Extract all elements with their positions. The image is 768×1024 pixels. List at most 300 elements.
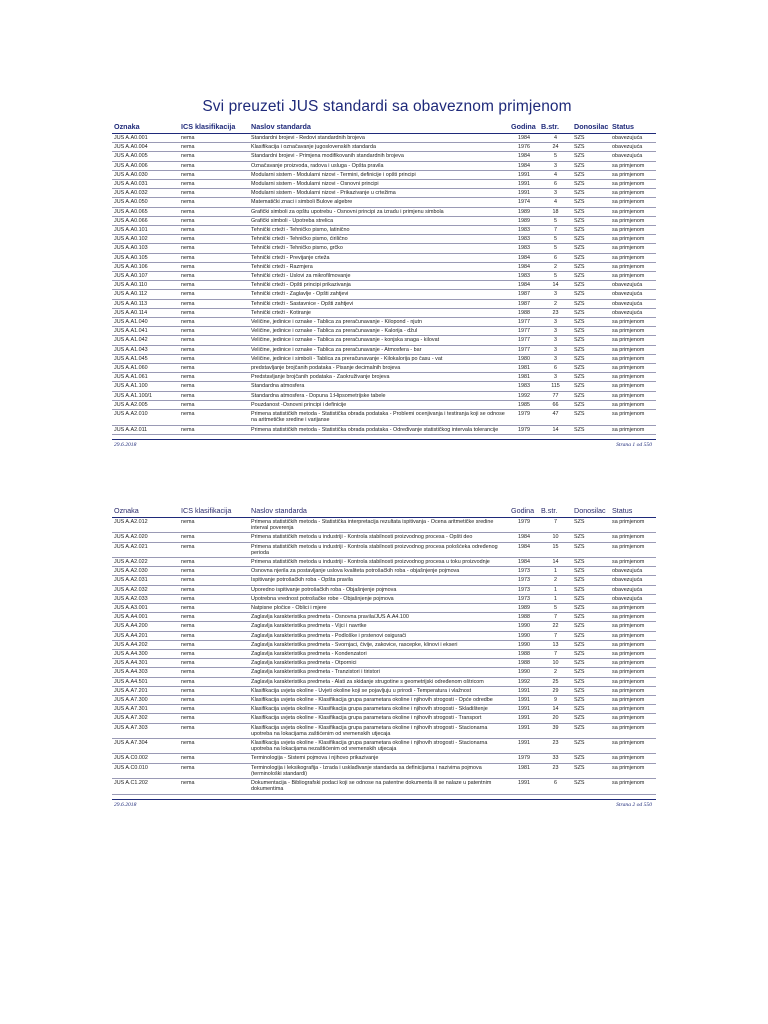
cell-code: JUS A.A4.201 — [112, 631, 179, 640]
cell-code: JUS A.A0.107 — [112, 272, 179, 281]
cell-issuer: SZS — [572, 143, 610, 152]
cell-ics: nema — [179, 198, 249, 207]
cell-year: 1989 — [509, 604, 539, 613]
table-header-row — [112, 506, 656, 518]
cell-pages: 7 — [539, 518, 572, 533]
cell-title: Veličine, jedinice i simboli - Tablica za preračunavanje - Kilokalorija po času - vat — [249, 354, 509, 363]
cell-status: sa primjenom — [610, 622, 656, 631]
cell-title: Standardna atmosfera — [249, 382, 509, 391]
cell-year: 1984 — [509, 281, 539, 290]
cell-code: JUS A.A0.001 — [112, 134, 179, 143]
cell-year: 1977 — [509, 327, 539, 336]
column-header-ics: ICS klasifikacija — [179, 122, 249, 134]
cell-ics: nema — [179, 558, 249, 567]
table-row — [112, 659, 656, 668]
cell-status: sa primjenom — [610, 198, 656, 207]
cell-pages: 3 — [539, 318, 572, 327]
cell-pages: 5 — [539, 235, 572, 244]
cell-title: Terminologija - Sistemi pojmova i njihovo prikazivanje — [249, 754, 509, 763]
column-header-code: Oznaka — [112, 122, 179, 134]
cell-issuer: SZS — [572, 604, 610, 613]
cell-year: 1977 — [509, 318, 539, 327]
cell-title: Osnovna njerila za postavljanje uslova kvaliteta potrošačkih roba - objašnjenje pojmova — [249, 567, 509, 576]
cell-code: JUS A.A0.006 — [112, 161, 179, 170]
cell-ics: nema — [179, 567, 249, 576]
cell-title: Veličine, jedinice i oznake - Tablica za preračunavanje - Kalorija - džul — [249, 327, 509, 336]
cell-code: JUS A.A1.100/1 — [112, 391, 179, 400]
cell-issuer: SZS — [572, 400, 610, 409]
cell-status: sa primjenom — [610, 364, 656, 373]
cell-year: 1989 — [509, 216, 539, 225]
cell-title: predstavljanje brojčanih podataka - Pisanje decimalnih brojeva — [249, 364, 509, 373]
table-row — [112, 244, 656, 253]
table-row — [112, 425, 656, 434]
table-row — [112, 585, 656, 594]
column-header-pages: B.str. — [539, 506, 572, 518]
cell-status: sa primjenom — [610, 336, 656, 345]
cell-title: Zaglavlja karakteristika predmeta - Tranzistori i tiristori — [249, 668, 509, 677]
cell-year: 1987 — [509, 290, 539, 299]
cell-title: Zaglavlja karakteristika predmeta - Podloške i prstenovi osigurači — [249, 631, 509, 640]
cell-code: JUS A.A2.005 — [112, 400, 179, 409]
cell-status: sa primjenom — [610, 696, 656, 705]
cell-issuer: SZS — [572, 668, 610, 677]
cell-ics: nema — [179, 364, 249, 373]
cell-pages: 23 — [539, 739, 572, 754]
cell-pages: 115 — [539, 382, 572, 391]
cell-pages: 5 — [539, 244, 572, 253]
cell-ics: nema — [179, 763, 249, 778]
cell-year: 1979 — [509, 410, 539, 425]
table-row — [112, 216, 656, 225]
cell-issuer: SZS — [572, 262, 610, 271]
cell-year: 1992 — [509, 391, 539, 400]
cell-ics: nema — [179, 631, 249, 640]
cell-status: sa primjenom — [610, 754, 656, 763]
cell-year: 1983 — [509, 235, 539, 244]
cell-year: 1984 — [509, 262, 539, 271]
cell-title: Matematički znaci i simboli Bulove algebre — [249, 198, 509, 207]
cell-year: 1991 — [509, 170, 539, 179]
cell-title: Klasifikacija uvjeta okoline - Uvjeti okoline koji se pojavljuju u prirodi - Temperatura i vlažnost — [249, 686, 509, 695]
cell-ics: nema — [179, 281, 249, 290]
cell-title: Natpisne pločice - Oblici i mjere — [249, 604, 509, 613]
cell-code: JUS A.A4.300 — [112, 650, 179, 659]
cell-title: Primena statističkih metoda u industriji - Kontrola stabilnosti proizvodnog procesa u toku proizvodnje — [249, 558, 509, 567]
cell-code: JUS A.A0.005 — [112, 152, 179, 161]
cell-ics: nema — [179, 779, 249, 794]
table-row — [112, 533, 656, 542]
cell-ics: nema — [179, 400, 249, 409]
cell-ics: nema — [179, 327, 249, 336]
cell-code: JUS A.A0.110 — [112, 281, 179, 290]
cell-status: sa primjenom — [610, 345, 656, 354]
cell-title: Ispitivanje potrošačkih roba - Opšta pravila — [249, 576, 509, 585]
cell-pages: 3 — [539, 189, 572, 198]
cell-code: JUS A.C0.010 — [112, 763, 179, 778]
cell-ics: nema — [179, 336, 249, 345]
cell-issuer: SZS — [572, 253, 610, 262]
table-row — [112, 542, 656, 557]
cell-status: sa primjenom — [610, 373, 656, 382]
cell-pages: 20 — [539, 714, 572, 723]
cell-year: 1979 — [509, 518, 539, 533]
cell-code: JUS A.A4.303 — [112, 668, 179, 677]
cell-issuer: SZS — [572, 364, 610, 373]
cell-pages: 2 — [539, 668, 572, 677]
cell-ics: nema — [179, 226, 249, 235]
cell-issuer: SZS — [572, 327, 610, 336]
table-row — [112, 686, 656, 695]
table-row — [112, 253, 656, 262]
table-row — [112, 299, 656, 308]
cell-status: sa primjenom — [610, 779, 656, 794]
cell-issuer: SZS — [572, 425, 610, 434]
column-header-status: Status — [610, 122, 656, 134]
cell-ics: nema — [179, 290, 249, 299]
cell-status: sa primjenom — [610, 659, 656, 668]
cell-title: Modularni sistem - Modularni nizovi - Prikazivanje u crtežima — [249, 189, 509, 198]
cell-title: Modularni sistem - Modularni nizovi - Termini, definicije i opšti principi — [249, 170, 509, 179]
cell-year: 1990 — [509, 622, 539, 631]
column-header-issuer: Donosilac — [572, 506, 610, 518]
cell-year: 1989 — [509, 207, 539, 216]
table-row — [112, 318, 656, 327]
cell-issuer: SZS — [572, 391, 610, 400]
cell-status: sa primjenom — [610, 518, 656, 533]
footer-date: 29.6.2018 — [114, 801, 137, 808]
table-row — [112, 696, 656, 705]
cell-ics: nema — [179, 705, 249, 714]
cell-issuer: SZS — [572, 382, 610, 391]
cell-year: 1984 — [509, 152, 539, 161]
cell-status: sa primjenom — [610, 226, 656, 235]
cell-pages: 2 — [539, 299, 572, 308]
cell-title: Klasifikacija uvjeta okoline - Klasifikacija grupa parametara okoline i njihovih strogosti - Skladištenje — [249, 705, 509, 714]
cell-year: 1991 — [509, 739, 539, 754]
cell-status: obavezujuća — [610, 152, 656, 161]
cell-year: 1983 — [509, 244, 539, 253]
cell-status: sa primjenom — [610, 391, 656, 400]
table-row — [112, 400, 656, 409]
table-row — [112, 336, 656, 345]
cell-status: sa primjenom — [610, 425, 656, 434]
cell-ics: nema — [179, 345, 249, 354]
cell-code: JUS A.A0.105 — [112, 253, 179, 262]
cell-status: sa primjenom — [610, 216, 656, 225]
cell-year: 1990 — [509, 631, 539, 640]
cell-pages: 3 — [539, 161, 572, 170]
cell-title: Klasifikacija uvjeta okoline - Klasifikacija grupa parametara okoline i njihovih strogosti - Opće odredbe — [249, 696, 509, 705]
cell-issuer: SZS — [572, 640, 610, 649]
cell-ics: nema — [179, 373, 249, 382]
cell-year: 1983 — [509, 382, 539, 391]
cell-code: JUS A.A4.001 — [112, 613, 179, 622]
cell-pages: 4 — [539, 198, 572, 207]
cell-ics: nema — [179, 714, 249, 723]
cell-issuer: SZS — [572, 677, 610, 686]
cell-issuer: SZS — [572, 542, 610, 557]
cell-ics: nema — [179, 382, 249, 391]
cell-code: JUS A.A7.300 — [112, 696, 179, 705]
cell-ics: nema — [179, 640, 249, 649]
cell-issuer: SZS — [572, 198, 610, 207]
cell-ics: nema — [179, 542, 249, 557]
cell-pages: 3 — [539, 336, 572, 345]
cell-year: 1973 — [509, 585, 539, 594]
table-row — [112, 594, 656, 603]
cell-status: sa primjenom — [610, 262, 656, 271]
cell-ics: nema — [179, 613, 249, 622]
cell-ics: nema — [179, 244, 249, 253]
cell-pages: 4 — [539, 170, 572, 179]
cell-year: 1985 — [509, 400, 539, 409]
table-row — [112, 518, 656, 533]
cell-title: Veličine, jedinice i oznake - Tablica za preračunavanje - konjska snaga - kilovat — [249, 336, 509, 345]
cell-code: JUS A.A0.113 — [112, 299, 179, 308]
cell-issuer: SZS — [572, 779, 610, 794]
cell-status: sa primjenom — [610, 640, 656, 649]
table-row — [112, 364, 656, 373]
table-row — [112, 382, 656, 391]
cell-status: sa primjenom — [610, 631, 656, 640]
cell-title: Klasifikacija i označavanje jugoslovenskih standarda — [249, 143, 509, 152]
cell-status: sa primjenom — [610, 542, 656, 557]
cell-ics: nema — [179, 533, 249, 542]
cell-pages: 7 — [539, 226, 572, 235]
cell-pages: 1 — [539, 585, 572, 594]
cell-pages: 6 — [539, 253, 572, 262]
cell-year: 1992 — [509, 677, 539, 686]
cell-code: JUS A.A7.302 — [112, 714, 179, 723]
cell-title: Klasifikacija uvjeta okoline - Klasifikacija grupa parametara okoline i njihovih strogosti - Stacionarna upotreba na lokacijama nezaštićenim od vremenskih utjecaja — [249, 739, 509, 754]
table-row — [112, 235, 656, 244]
cell-title: Tehnički crteži - Opšti principi prikazivanja — [249, 281, 509, 290]
table-row — [112, 207, 656, 216]
cell-year: 1974 — [509, 198, 539, 207]
cell-year: 1973 — [509, 594, 539, 603]
cell-status: obavezujuća — [610, 594, 656, 603]
cell-year: 1981 — [509, 364, 539, 373]
table-row — [112, 281, 656, 290]
cell-status: sa primjenom — [610, 723, 656, 738]
cell-issuer: SZS — [572, 594, 610, 603]
cell-code: JUS A.A0.066 — [112, 216, 179, 225]
cell-year: 1984 — [509, 558, 539, 567]
cell-year: 1984 — [509, 161, 539, 170]
cell-year: 1991 — [509, 723, 539, 738]
table-row — [112, 604, 656, 613]
cell-year: 1976 — [509, 143, 539, 152]
cell-code: JUS A.A4.301 — [112, 659, 179, 668]
cell-pages: 3 — [539, 290, 572, 299]
cell-title: Tehnički crteži - Uslovi za mikrofilmovanje — [249, 272, 509, 281]
column-header-code: Oznaka — [112, 506, 179, 518]
cell-ics: nema — [179, 585, 249, 594]
cell-year: 1991 — [509, 696, 539, 705]
cell-ics: nema — [179, 170, 249, 179]
cell-year: 1981 — [509, 763, 539, 778]
cell-code: JUS A.A1.061 — [112, 373, 179, 382]
cell-issuer: SZS — [572, 216, 610, 225]
cell-year: 1991 — [509, 180, 539, 189]
cell-status: sa primjenom — [610, 705, 656, 714]
cell-pages: 3 — [539, 373, 572, 382]
cell-ics: nema — [179, 723, 249, 738]
standards-table — [112, 122, 656, 435]
cell-issuer: SZS — [572, 631, 610, 640]
cell-issuer: SZS — [572, 585, 610, 594]
cell-status: sa primjenom — [610, 739, 656, 754]
cell-status: obavezujuća — [610, 281, 656, 290]
cell-status: obavezujuća — [610, 290, 656, 299]
cell-issuer: SZS — [572, 318, 610, 327]
cell-year: 1984 — [509, 134, 539, 143]
cell-pages: 15 — [539, 542, 572, 557]
cell-status: sa primjenom — [610, 668, 656, 677]
table-row — [112, 576, 656, 585]
cell-issuer: SZS — [572, 207, 610, 216]
cell-year: 1980 — [509, 354, 539, 363]
cell-pages: 13 — [539, 640, 572, 649]
column-header-pages: B.str. — [539, 122, 572, 134]
cell-code: JUS A.A4.200 — [112, 622, 179, 631]
cell-ics: nema — [179, 272, 249, 281]
cell-ics: nema — [179, 143, 249, 152]
cell-code: JUS A.A1.041 — [112, 327, 179, 336]
cell-issuer: SZS — [572, 696, 610, 705]
table-row — [112, 754, 656, 763]
cell-ics: nema — [179, 318, 249, 327]
cell-status: sa primjenom — [610, 382, 656, 391]
column-header-year: Godina — [509, 122, 539, 134]
cell-pages: 14 — [539, 425, 572, 434]
cell-code: JUS A.A2.022 — [112, 558, 179, 567]
cell-issuer: SZS — [572, 299, 610, 308]
cell-issuer: SZS — [572, 345, 610, 354]
cell-ics: nema — [179, 391, 249, 400]
cell-ics: nema — [179, 161, 249, 170]
cell-status: sa primjenom — [610, 327, 656, 336]
cell-pages: 1 — [539, 567, 572, 576]
cell-year: 1983 — [509, 272, 539, 281]
cell-status: sa primjenom — [610, 354, 656, 363]
cell-code: JUS A.A1.042 — [112, 336, 179, 345]
cell-status: obavezujuća — [610, 134, 656, 143]
cell-pages: 4 — [539, 134, 572, 143]
cell-code: JUS A.A1.043 — [112, 345, 179, 354]
cell-year: 1988 — [509, 613, 539, 622]
cell-issuer: SZS — [572, 235, 610, 244]
cell-status: obavezujuća — [610, 576, 656, 585]
cell-code: JUS A.A0.106 — [112, 262, 179, 271]
cell-issuer: SZS — [572, 739, 610, 754]
cell-title: Zaglavlja karakteristika predmeta - Svornjaci, čivije, zakovice, rascepke, klinovi i ekseri — [249, 640, 509, 649]
cell-ics: nema — [179, 308, 249, 317]
column-header-ics: ICS klasifikacija — [179, 506, 249, 518]
cell-ics: nema — [179, 180, 249, 189]
cell-pages: 24 — [539, 143, 572, 152]
cell-status: sa primjenom — [610, 318, 656, 327]
cell-pages: 66 — [539, 400, 572, 409]
cell-code: JUS A.C1.202 — [112, 779, 179, 794]
cell-year: 1977 — [509, 336, 539, 345]
cell-title: Tehnički crteži - Tehničko pismo, grčko — [249, 244, 509, 253]
cell-ics: nema — [179, 235, 249, 244]
cell-status: sa primjenom — [610, 686, 656, 695]
cell-status: sa primjenom — [610, 650, 656, 659]
column-header-year: Godina — [509, 506, 539, 518]
cell-issuer: SZS — [572, 705, 610, 714]
table-row — [112, 290, 656, 299]
cell-ics: nema — [179, 677, 249, 686]
cell-ics: nema — [179, 410, 249, 425]
cell-code: JUS A.A1.060 — [112, 364, 179, 373]
cell-title: Primena statističkih metoda - Statistička obrada podataka - Problemi ocenjivanja i testiranja koji se odnose na aritmetičke sredine i varijanse — [249, 410, 509, 425]
column-header-title: Naslov standarda — [249, 506, 509, 518]
cell-ics: nema — [179, 189, 249, 198]
cell-code: JUS A.A2.031 — [112, 576, 179, 585]
cell-code: JUS A.A7.301 — [112, 705, 179, 714]
page-footer — [112, 439, 656, 450]
cell-code: JUS A.A2.010 — [112, 410, 179, 425]
standards-table — [112, 506, 656, 795]
cell-pages: 22 — [539, 622, 572, 631]
table-row — [112, 650, 656, 659]
cell-title: Klasifikacija uvjeta okoline - Klasifikacija grupa parametara okoline i njihovih strogosti - Transport — [249, 714, 509, 723]
cell-issuer: SZS — [572, 650, 610, 659]
cell-pages: 3 — [539, 345, 572, 354]
cell-code: JUS A.A3.001 — [112, 604, 179, 613]
table-row — [112, 763, 656, 778]
cell-pages: 77 — [539, 391, 572, 400]
cell-pages: 14 — [539, 281, 572, 290]
cell-status: obavezujuća — [610, 299, 656, 308]
table-row — [112, 354, 656, 363]
cell-issuer: SZS — [572, 622, 610, 631]
cell-title: Pouzdanost -Osnovni principi i definicije — [249, 400, 509, 409]
cell-status: sa primjenom — [610, 604, 656, 613]
cell-title: Tehnički crteži - Tehničko pismo, ćirilično — [249, 235, 509, 244]
cell-title: Zaglavlja karakteristika predmeta - Alati za skidanje strugotine s geometrijski određenom oštricom — [249, 677, 509, 686]
cell-title: Tehnički crteži - Previjanje crteža — [249, 253, 509, 262]
cell-pages: 5 — [539, 216, 572, 225]
cell-title: Veličine, jedinice i oznake - Tablica za preračunavanje - Kilopond - njutn — [249, 318, 509, 327]
cell-year: 1991 — [509, 686, 539, 695]
cell-issuer: SZS — [572, 714, 610, 723]
cell-ics: nema — [179, 659, 249, 668]
cell-issuer: SZS — [572, 226, 610, 235]
cell-issuer: SZS — [572, 134, 610, 143]
cell-title: Tehnički crteži - Zaglavlje - Opšti zahtjevi — [249, 290, 509, 299]
cell-issuer: SZS — [572, 161, 610, 170]
cell-pages: 5 — [539, 272, 572, 281]
cell-issuer: SZS — [572, 272, 610, 281]
cell-status: sa primjenom — [610, 763, 656, 778]
cell-pages: 6 — [539, 180, 572, 189]
cell-code: JUS A.A0.050 — [112, 198, 179, 207]
cell-code: JUS A.A2.011 — [112, 425, 179, 434]
table-row — [112, 152, 656, 161]
cell-pages: 3 — [539, 354, 572, 363]
cell-year: 1984 — [509, 253, 539, 262]
cell-year: 1987 — [509, 299, 539, 308]
cell-pages: 7 — [539, 631, 572, 640]
cell-status: obavezujuća — [610, 308, 656, 317]
cell-title: Predstavljanje brojčanih podataka - Zaokruživanje brojeva — [249, 373, 509, 382]
cell-title: Klasifikacija uvjeta okoline - Klasifikacija grupa parametara okoline i njihovih strogosti - Stacionarna upotreba na lokacijama zaštićenim od vremenskih utjecaja — [249, 723, 509, 738]
cell-code: JUS A.A0.102 — [112, 235, 179, 244]
